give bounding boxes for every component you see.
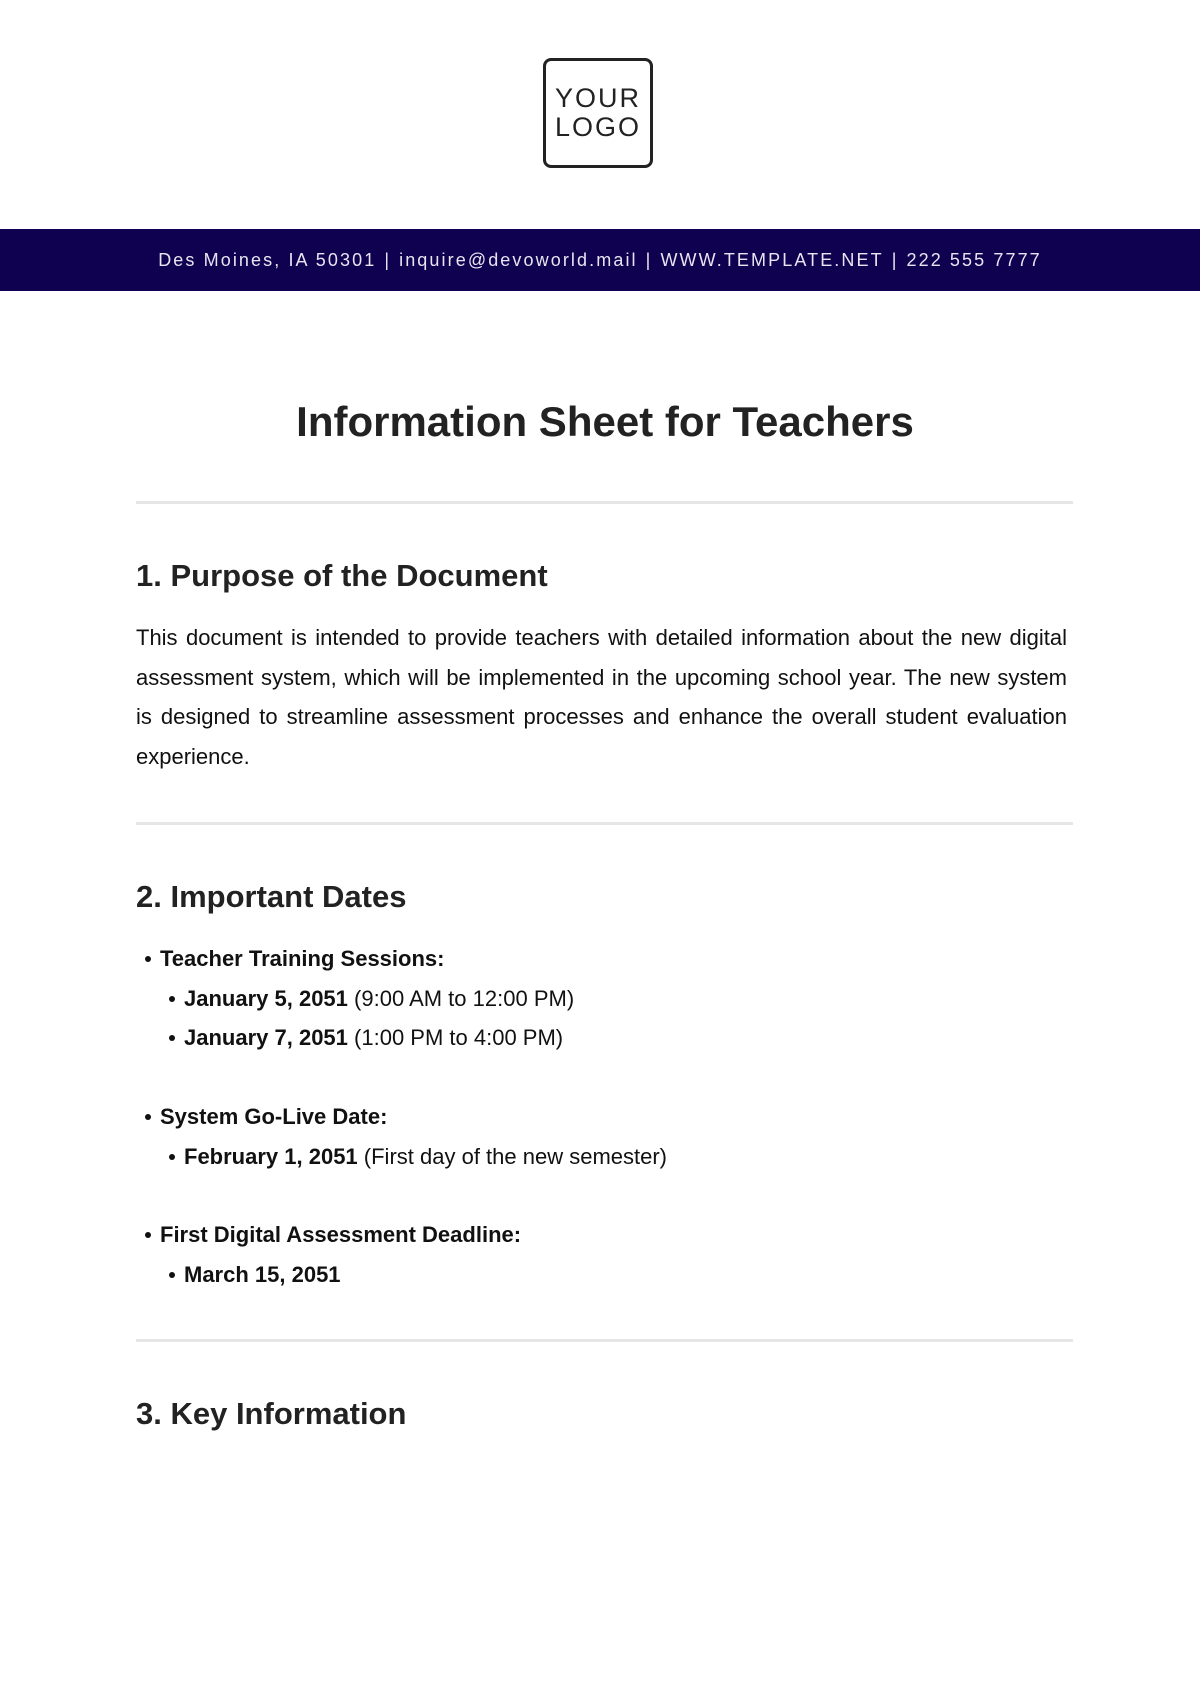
contact-separator: | <box>891 249 899 270</box>
date-sub-list <box>160 979 1036 1058</box>
date-sub-list <box>160 1255 1036 1295</box>
list-item <box>136 939 1036 1058</box>
date-note: (9:00 AM to 12:00 PM) <box>354 985 575 1011</box>
dates-list-training <box>136 939 1036 1058</box>
contact-separator: | <box>645 249 653 270</box>
contact-bar <box>0 229 1200 291</box>
contact-separator: | <box>384 249 392 270</box>
contact-phone: 222 555 7777 <box>906 249 1042 270</box>
list-item <box>160 1018 1036 1058</box>
list-item <box>136 1215 1036 1294</box>
document-title: Information Sheet for Teachers <box>296 398 914 445</box>
divider <box>136 501 1073 504</box>
date-note: (1:00 PM to 4:00 PM) <box>354 1025 564 1050</box>
divider <box>136 1339 1073 1342</box>
list-item <box>136 1097 1036 1176</box>
contact-address: Des Moines, IA 50301 <box>158 249 377 270</box>
date-value: January 7, 2051 <box>184 1025 348 1050</box>
contact-website[interactable]: WWW.TEMPLATE.NET <box>660 249 884 270</box>
date-group-label: First Digital Assessment Deadline: <box>160 1222 522 1247</box>
divider <box>136 822 1073 825</box>
date-value: February 1, 2051 <box>184 1143 358 1169</box>
section-heading-dates: 2. Important Dates <box>136 879 407 914</box>
date-group-label: System Go-Live Date: <box>160 1104 388 1129</box>
purpose-paragraph: This document is intended to provide teachers with detailed information about the new digital assessment system, which will be implemented in the upcoming school year. The new system is designed to streamline assessment processes and enhance the overall student evaluation experience. <box>136 625 1067 769</box>
section-heading-purpose: 1. Purpose of the Document <box>136 558 548 593</box>
logo-text-line2: LOGO <box>554 112 642 142</box>
dates-list-golive <box>136 1097 1036 1176</box>
date-value: January 5, 2051 <box>184 985 348 1011</box>
dates-list-deadline <box>136 1215 1036 1294</box>
logo-text-line1: YOUR <box>554 83 641 113</box>
section-heading-key-info: 3. Key Information <box>136 1396 407 1431</box>
contact-email[interactable]: inquire@devoworld.mail <box>399 249 638 270</box>
date-value: March 15, 2051 <box>184 1261 341 1287</box>
date-group-label: Teacher Training Sessions: <box>160 946 445 971</box>
list-item <box>160 1137 1036 1177</box>
logo-placeholder <box>543 58 653 168</box>
date-note: (First day of the new semester) <box>363 1143 668 1169</box>
list-item <box>160 1255 1036 1295</box>
list-item <box>160 979 1036 1019</box>
date-sub-list <box>160 1137 1036 1177</box>
